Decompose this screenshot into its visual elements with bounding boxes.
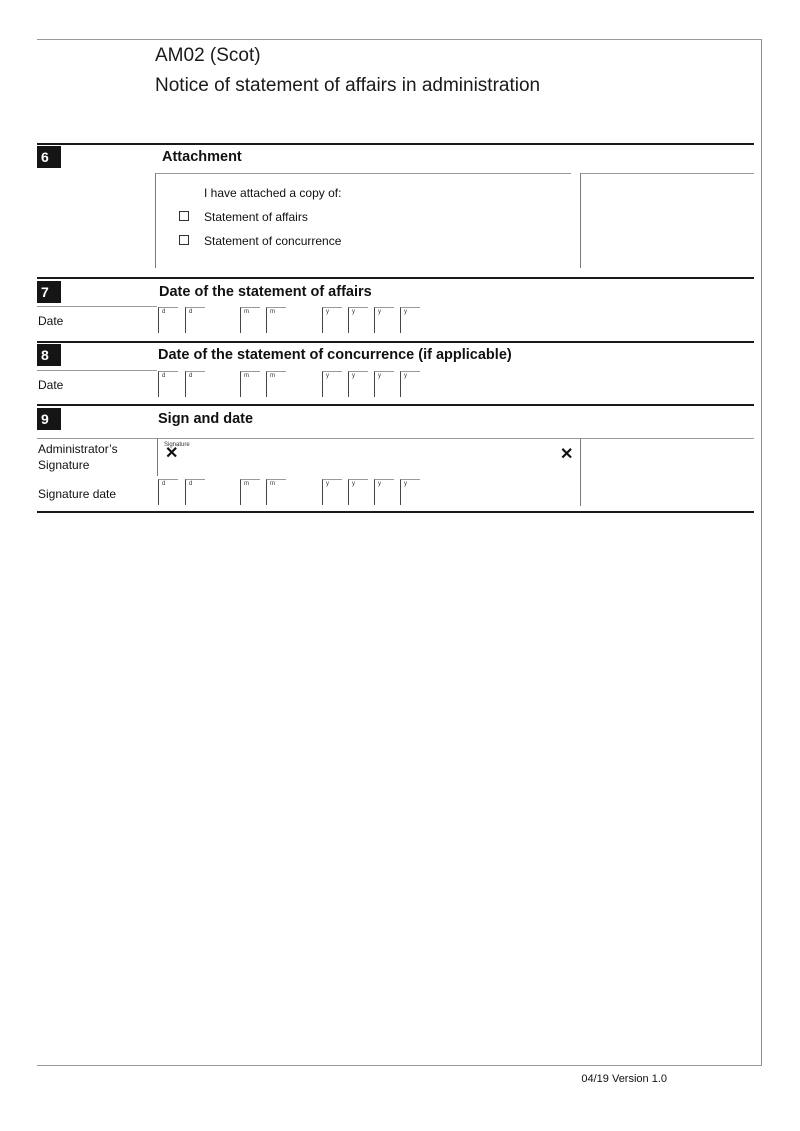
date-box-year-3[interactable]: [374, 307, 394, 333]
date-box-year-1[interactable]: [322, 371, 342, 397]
date-box-hint: y: [326, 373, 329, 379]
date-box-hint: d: [162, 373, 166, 379]
date-box-year-1[interactable]: [322, 479, 342, 505]
statement-of-concurrence-checkbox[interactable]: [179, 235, 189, 245]
form-code: AM02 (Scot): [155, 45, 261, 66]
date-box-year-3[interactable]: [374, 371, 394, 397]
date-box-year-2[interactable]: [348, 479, 368, 505]
date-box-hint: y: [378, 481, 381, 487]
date-box-year-2[interactable]: [348, 307, 368, 333]
date-box-hint: y: [352, 373, 355, 379]
section-9-divider: [37, 404, 754, 406]
page-bottom-rule: [37, 1065, 762, 1066]
date-box-day-2[interactable]: [185, 307, 205, 333]
form-version: 04/19 Version 1.0: [581, 1073, 667, 1085]
date-box-year-4[interactable]: [400, 307, 420, 333]
form-title: Notice of statement of affairs in administration: [155, 75, 541, 96]
section-6-number: 6: [37, 146, 61, 168]
statement-date-label: Date: [38, 314, 64, 328]
section-9-number: 9: [37, 408, 61, 430]
section-7-label-rule: [37, 306, 157, 307]
date-box-day-1[interactable]: [158, 479, 178, 505]
signature-end-cross-icon: ✕: [560, 446, 574, 463]
section-6-title: Attachment: [162, 149, 242, 165]
date-box-month-1[interactable]: [240, 479, 260, 505]
date-box-hint: m: [270, 309, 275, 315]
signature-date-label: Signature date: [38, 487, 117, 501]
signature-caption: Signature: [164, 442, 190, 448]
date-box-hint: y: [404, 373, 407, 379]
attachment-side-panel: [580, 173, 754, 268]
section-8-divider: [37, 341, 754, 343]
date-box-year-4[interactable]: [400, 371, 420, 397]
date-box-hint: m: [244, 481, 249, 487]
date-box-year-3[interactable]: [374, 479, 394, 505]
section-7-title: Date of the statement of affairs: [159, 284, 372, 300]
attachment-intro: I have attached a copy of:: [204, 186, 342, 200]
date-box-month-2[interactable]: [266, 479, 286, 505]
date-box-hint: y: [404, 481, 407, 487]
signature-side-panel: [580, 438, 754, 506]
statement-of-affairs-checkbox[interactable]: [179, 211, 189, 221]
page-right-border: [761, 39, 762, 1066]
date-box-hint: y: [404, 309, 407, 315]
date-box-month-2[interactable]: [266, 371, 286, 397]
date-box-hint: m: [270, 481, 275, 487]
date-box-hint: y: [326, 481, 329, 487]
signature-label-rule: [37, 438, 157, 439]
date-box-hint: y: [352, 309, 355, 315]
section-8-title: Date of the statement of concurrence (if applicable): [158, 347, 512, 363]
page-top-rule: [37, 39, 762, 40]
section-9-title: Sign and date: [158, 411, 254, 427]
date-box-hint: y: [326, 309, 329, 315]
date-box-hint: d: [189, 373, 193, 379]
signature-start-cross-icon: ✕: [165, 445, 179, 462]
section-7-number: 7: [37, 281, 61, 303]
statement-of-concurrence-label: Statement of concurrence: [204, 234, 342, 248]
section-8-label-rule: [37, 370, 157, 371]
date-box-hint: d: [189, 481, 193, 487]
date-box-year-1[interactable]: [322, 307, 342, 333]
section-6-divider: [37, 143, 754, 145]
administrator-signature-label: Administrator’s Signature: [38, 442, 118, 472]
statement-of-affairs-label: Statement of affairs: [204, 210, 308, 224]
date-box-month-1[interactable]: [240, 307, 260, 333]
date-box-month-2[interactable]: [266, 307, 286, 333]
date-box-day-2[interactable]: [185, 371, 205, 397]
date-box-hint: y: [352, 481, 355, 487]
date-box-hint: m: [244, 373, 249, 379]
date-box-month-1[interactable]: [240, 371, 260, 397]
date-box-day-2[interactable]: [185, 479, 205, 505]
date-box-hint: y: [378, 373, 381, 379]
section-9-bottom-divider: [37, 511, 754, 513]
date-box-hint: y: [378, 309, 381, 315]
section-7-divider: [37, 277, 754, 279]
date-box-year-2[interactable]: [348, 371, 368, 397]
date-box-hint: m: [244, 309, 249, 315]
date-box-hint: d: [189, 309, 193, 315]
date-box-year-4[interactable]: [400, 479, 420, 505]
section-8-number: 8: [37, 344, 61, 366]
concurrence-date-label: Date: [38, 378, 64, 392]
date-box-hint: d: [162, 309, 166, 315]
date-box-day-1[interactable]: [158, 307, 178, 333]
signature-field[interactable]: [157, 438, 581, 476]
date-box-hint: d: [162, 481, 166, 487]
date-box-hint: m: [270, 373, 275, 379]
date-box-day-1[interactable]: [158, 371, 178, 397]
